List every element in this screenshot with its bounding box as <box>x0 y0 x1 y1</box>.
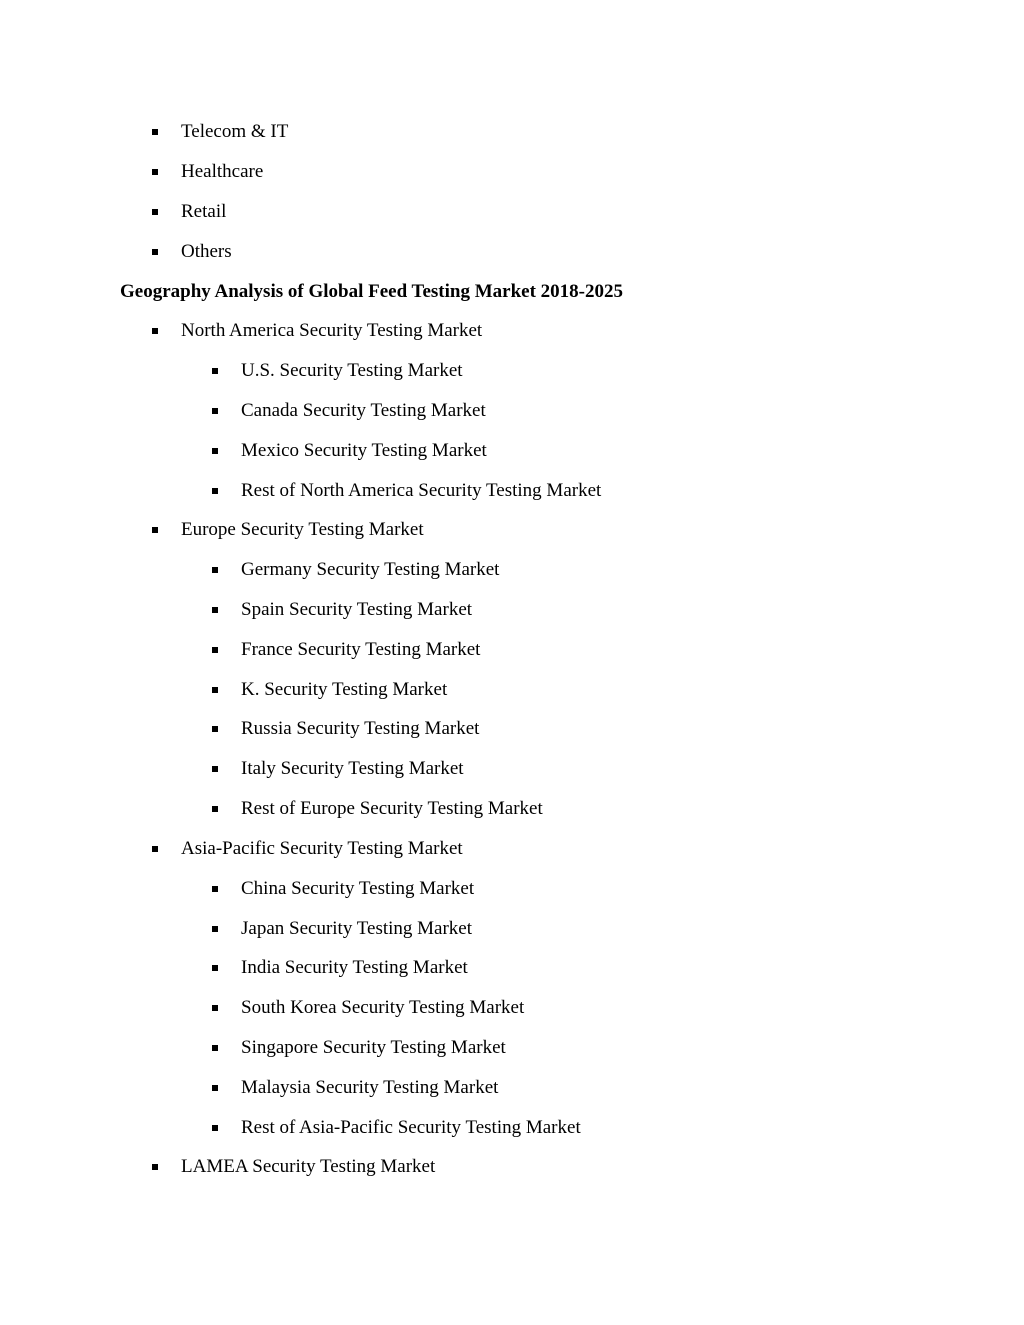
list-item-label: Retail <box>181 201 227 222</box>
square-bullet-icon <box>212 886 218 892</box>
region-label: North America Security Testing Market <box>181 320 483 341</box>
square-bullet-icon <box>152 169 158 175</box>
square-bullet-icon <box>152 527 158 533</box>
region-label: Europe Security Testing Market <box>181 519 424 540</box>
square-bullet-icon <box>212 965 218 971</box>
square-bullet-icon <box>152 249 158 255</box>
country-label: Rest of North America Security Testing Market <box>241 480 602 501</box>
country-label: France Security Testing Market <box>241 639 481 660</box>
country-label: Italy Security Testing Market <box>241 758 464 779</box>
country-label: Canada Security Testing Market <box>241 400 486 421</box>
square-bullet-icon <box>152 328 158 334</box>
country-label: Rest of Asia-Pacific Security Testing Market <box>241 1117 581 1138</box>
country-label: Japan Security Testing Market <box>241 918 473 939</box>
square-bullet-icon <box>212 1045 218 1051</box>
square-bullet-icon <box>212 1005 218 1011</box>
square-bullet-icon <box>212 448 218 454</box>
country-label: Russia Security Testing Market <box>241 718 480 739</box>
square-bullet-icon <box>212 1125 218 1131</box>
list-item-label: Healthcare <box>181 161 264 182</box>
country-label: India Security Testing Market <box>241 957 468 978</box>
square-bullet-icon <box>212 687 218 693</box>
country-label: U.S. Security Testing Market <box>241 360 463 381</box>
country-label: South Korea Security Testing Market <box>241 997 525 1018</box>
country-label: Rest of Europe Security Testing Market <box>241 798 543 819</box>
square-bullet-icon <box>152 1164 158 1170</box>
country-label: China Security Testing Market <box>241 878 475 899</box>
country-label: Malaysia Security Testing Market <box>241 1077 499 1098</box>
square-bullet-icon <box>212 488 218 494</box>
country-label: Singapore Security Testing Market <box>241 1037 506 1058</box>
country-label: Spain Security Testing Market <box>241 599 473 620</box>
square-bullet-icon <box>212 607 218 613</box>
square-bullet-icon <box>212 647 218 653</box>
square-bullet-icon <box>212 926 218 932</box>
region-label: Asia-Pacific Security Testing Market <box>181 838 463 859</box>
square-bullet-icon <box>212 408 218 414</box>
square-bullet-icon <box>152 129 158 135</box>
list-item-label: Telecom & IT <box>181 121 289 142</box>
square-bullet-icon <box>212 368 218 374</box>
list-item-label: Others <box>181 241 232 262</box>
region-label: LAMEA Security Testing Market <box>181 1156 436 1177</box>
square-bullet-icon <box>212 726 218 732</box>
country-label: Germany Security Testing Market <box>241 559 500 580</box>
section-heading: Geography Analysis of Global Feed Testing Market 2018-2025 <box>120 281 623 302</box>
square-bullet-icon <box>212 766 218 772</box>
square-bullet-icon <box>212 567 218 573</box>
country-label: Mexico Security Testing Market <box>241 440 487 461</box>
square-bullet-icon <box>212 806 218 812</box>
square-bullet-icon <box>152 846 158 852</box>
country-label: K. Security Testing Market <box>241 679 448 700</box>
square-bullet-icon <box>152 209 158 215</box>
square-bullet-icon <box>212 1085 218 1091</box>
